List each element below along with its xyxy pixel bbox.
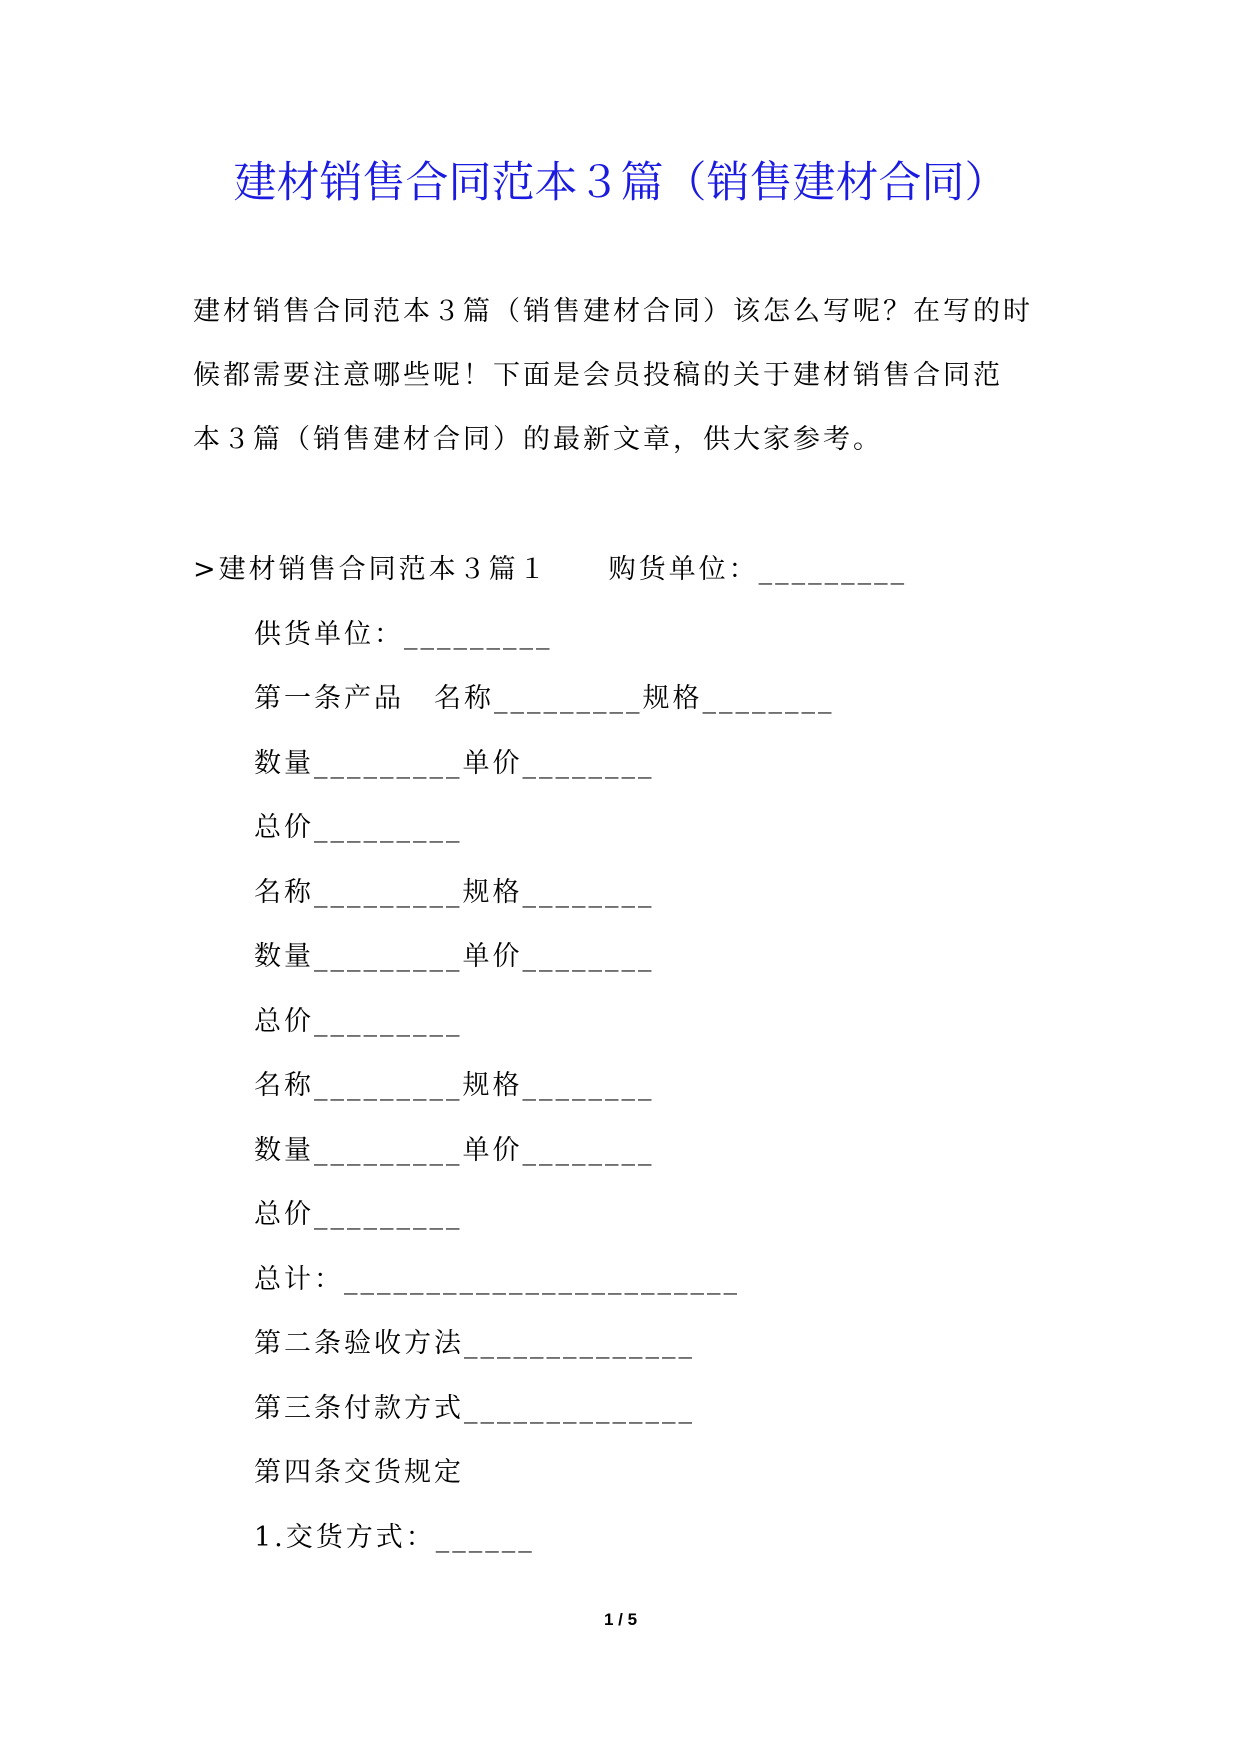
contract-line: 第三条付款方式______________ xyxy=(254,1393,695,1424)
contract-line: 1.交货方式：______ xyxy=(254,1522,535,1553)
contract-line: 名称_________规格________ xyxy=(254,877,655,908)
contract-line: 第四条交货规定 xyxy=(254,1457,464,1488)
contract-line: 第一条产品 名称_________规格________ xyxy=(254,683,835,714)
contract-heading-line: >建材销售合同范本３篇１ 购货单位：_________ xyxy=(193,554,908,585)
contract-line: 数量_________单价________ xyxy=(254,941,655,972)
contract-line: 总价_________ xyxy=(254,1199,463,1230)
intro-line: 候都需要注意哪些呢！下面是会员投稿的关于建材销售合同范 xyxy=(193,360,1003,391)
document-title: 建材销售合同范本３篇（销售建材合同） xyxy=(233,158,1008,208)
page-number: 1 / 5 xyxy=(603,1610,638,1629)
contract-line: 第二条验收方法______________ xyxy=(254,1328,695,1359)
contract-line: 供货单位：_________ xyxy=(254,619,553,650)
contract-line: 名称_________规格________ xyxy=(254,1070,655,1101)
contract-line: 总价_________ xyxy=(254,812,463,843)
contract-line: 总价_________ xyxy=(254,1006,463,1037)
contract-line: 总计：________________________ xyxy=(254,1264,740,1295)
intro-line: 本３篇（销售建材合同）的最新文章，供大家参考。 xyxy=(193,424,883,455)
contract-line: 数量_________单价________ xyxy=(254,748,655,779)
contract-line: 数量_________单价________ xyxy=(254,1135,655,1166)
intro-line: 建材销售合同范本３篇（销售建材合同）该怎么写呢？在写的时 xyxy=(193,296,1033,327)
